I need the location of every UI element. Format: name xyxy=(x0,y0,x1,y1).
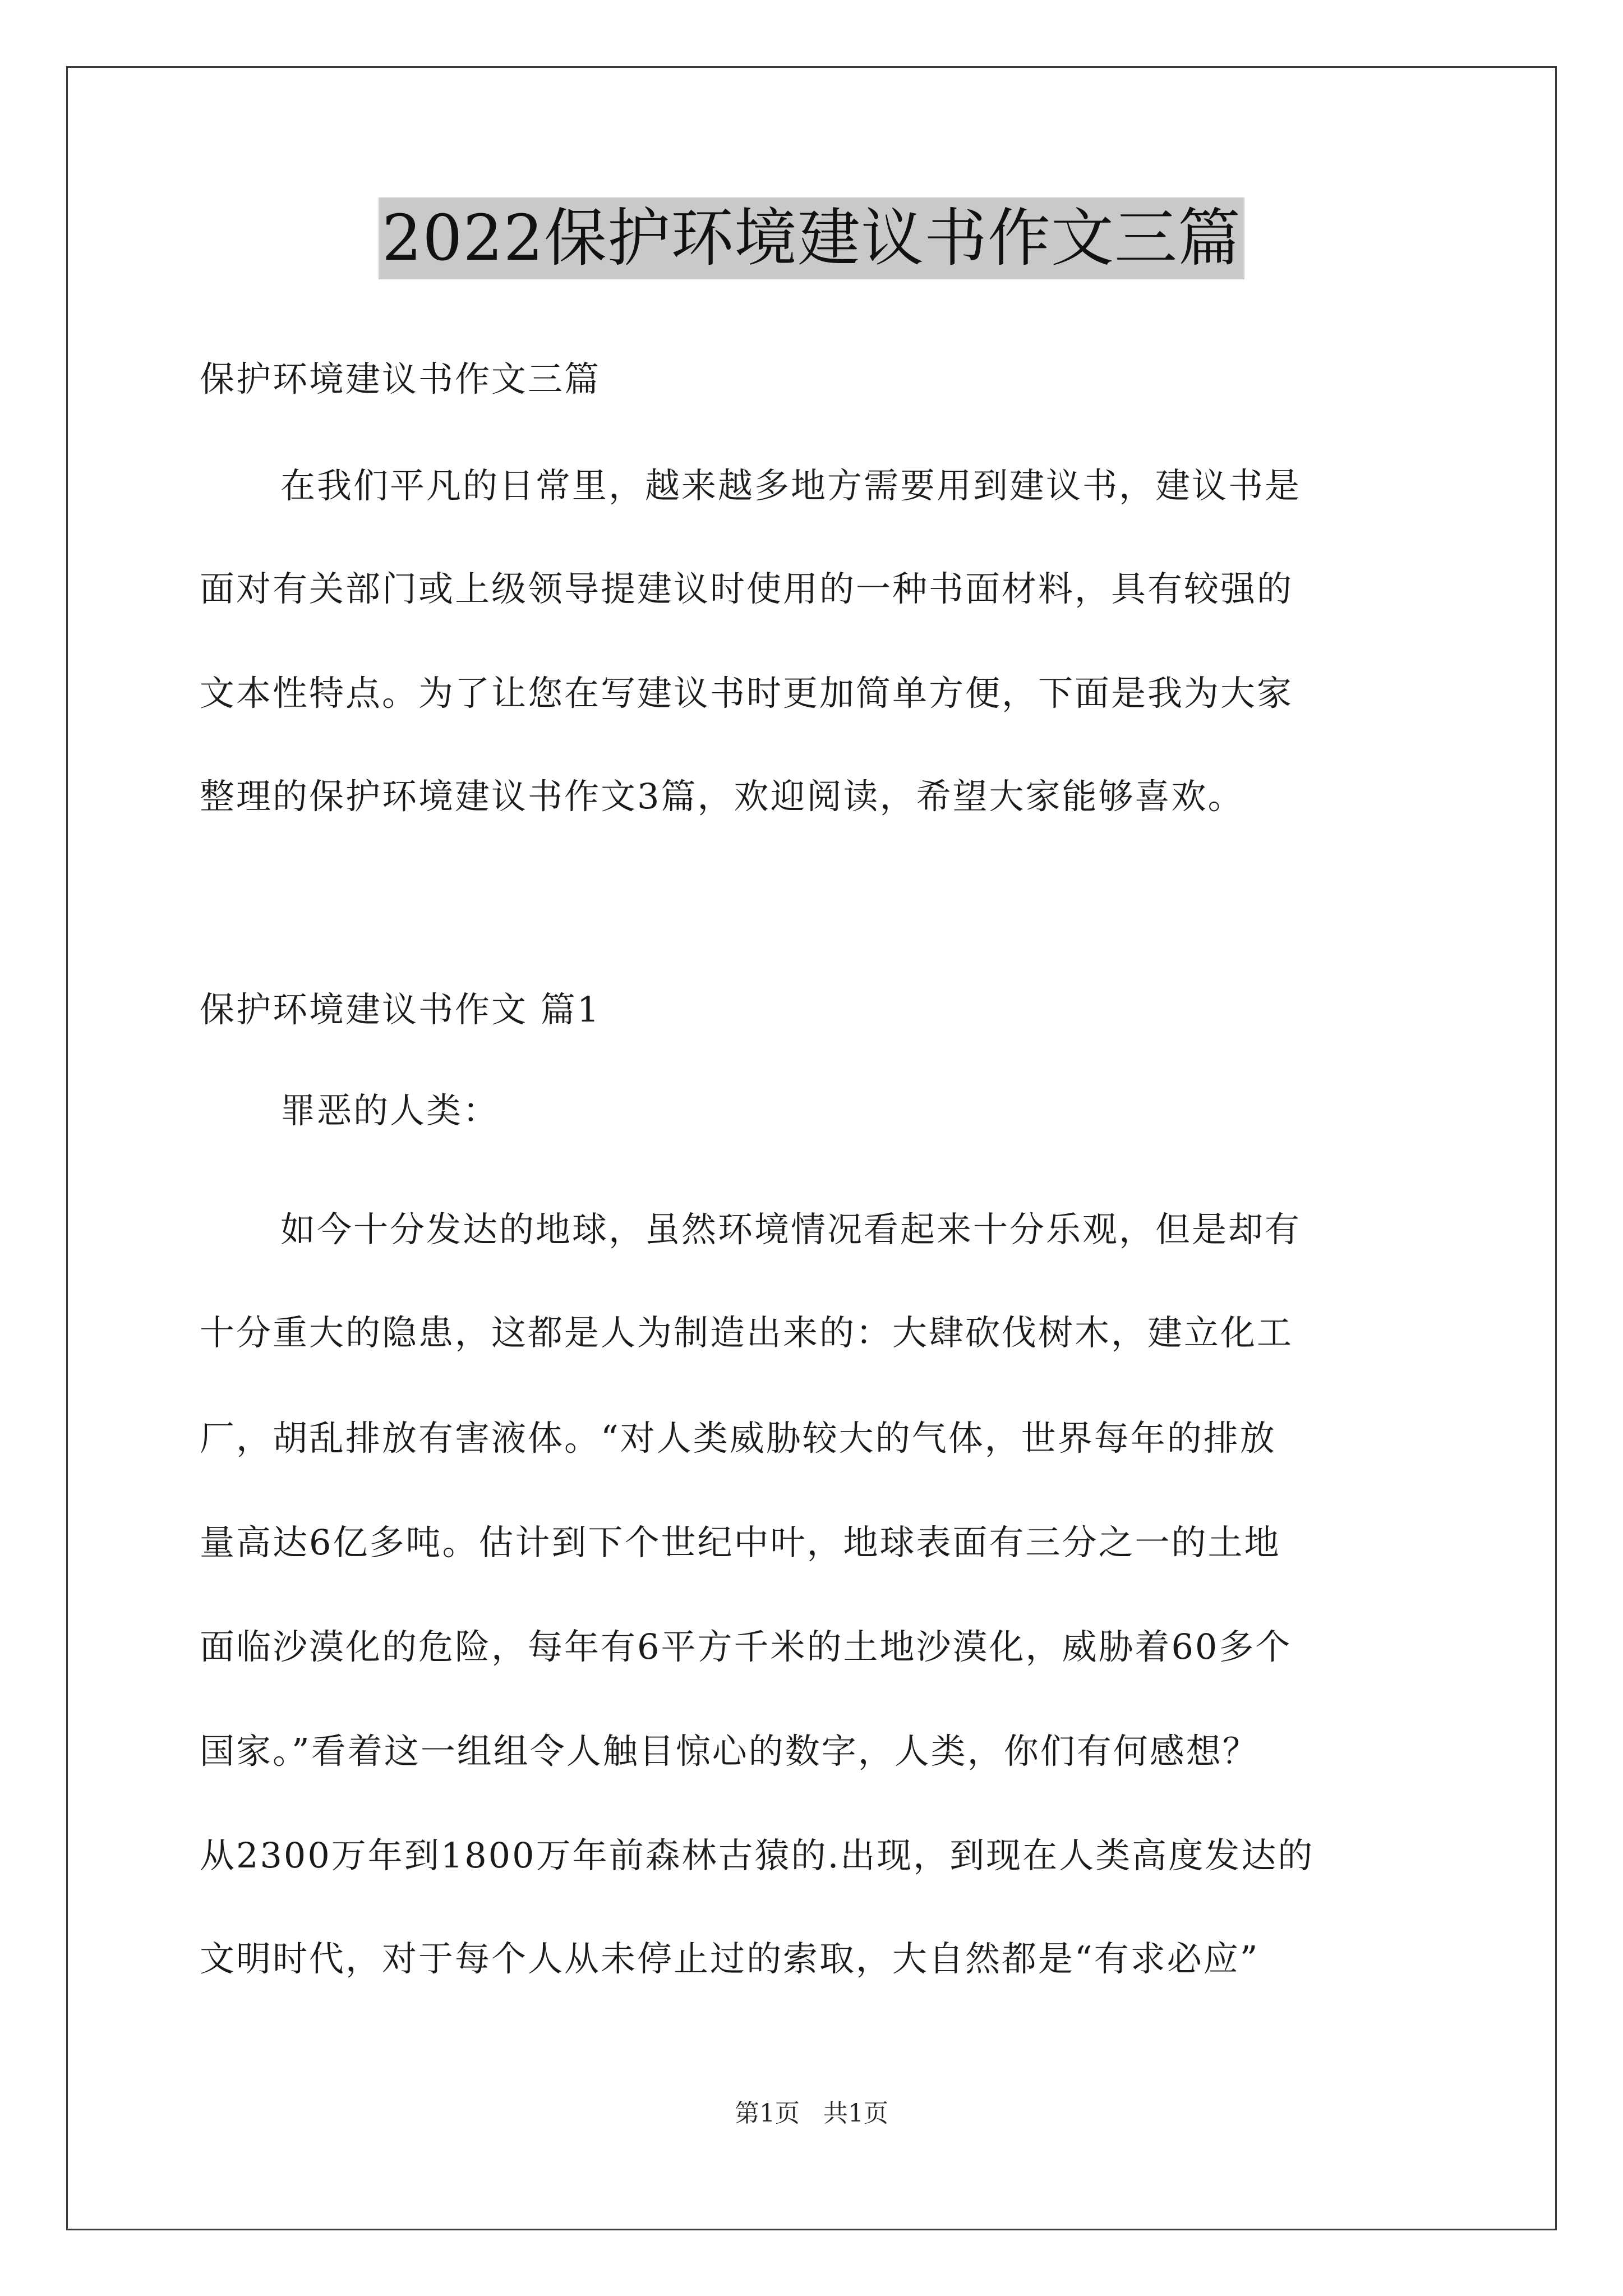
intro-line-1: 在我们平凡的日常里，越来越多地方需要用到建议书，建议书是 xyxy=(280,465,1302,506)
page-total: 共1页 xyxy=(823,2099,888,2128)
intro-line-2: 面对有关部门或上级领导提建议时使用的一种书面材料，具有较强的 xyxy=(200,568,1294,609)
intro-line-4: 整理的保护环境建议书作文3篇，欢迎阅读，希望大家能够喜欢。 xyxy=(200,776,1244,817)
intro-line-3: 文本性特点。为了让您在写建议书时更加简单方便，下面是我为大家 xyxy=(200,673,1294,714)
document-title: 2022保护环境建议书作文三篇 xyxy=(379,197,1244,279)
title-container xyxy=(0,197,1623,279)
body-line-6: 国家。”看着这一组组令人触目惊心的数字，人类，你们有何感想？ xyxy=(200,1731,1259,1772)
document-subtitle: 保护环境建议书作文三篇 xyxy=(200,358,601,399)
body-line-5: 面临沙漠化的危险，每年有6平方千米的土地沙漠化，威胁着60多个 xyxy=(200,1626,1292,1667)
page-number: 第1页 xyxy=(735,2099,800,2128)
body-line-4: 量高达6亿多吨。估计到下个世纪中叶，地球表面有三分之一的土地 xyxy=(200,1522,1281,1563)
salutation: 罪恶的人类： xyxy=(280,1090,500,1131)
body-line-1: 如今十分发达的地球，虽然环境情况看起来十分乐观，但是却有 xyxy=(280,1209,1302,1250)
body-line-3: 厂，胡乱排放有害液体。“对人类威胁较大的气体，世界每年的排放 xyxy=(200,1418,1276,1458)
page-footer xyxy=(0,2098,1623,2129)
body-line-7: 从2300万年到1800万年前森林古猿的.出现，到现在人类高度发达的 xyxy=(200,1835,1315,1876)
body-line-2: 十分重大的隐患，这都是人为制造出来的：大肆砍伐树木，建立化工 xyxy=(200,1312,1294,1353)
body-line-8: 文明时代，对于每个人从未停止过的索取，大自然都是“有求必应” xyxy=(200,1938,1260,1979)
section-heading: 保护环境建议书作文 篇1 xyxy=(200,989,601,1030)
